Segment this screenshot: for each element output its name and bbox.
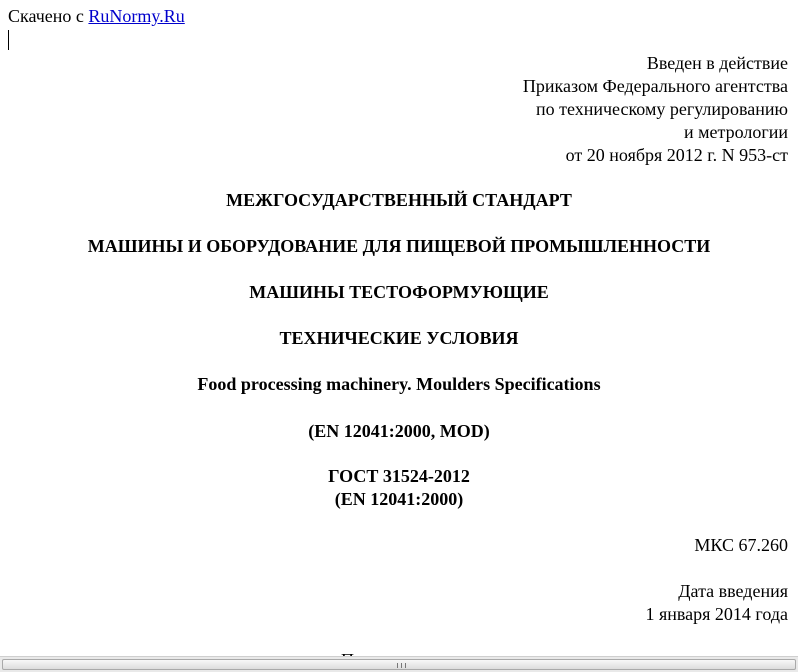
en-reference: (EN 12041:2000, MOD) [308,421,490,441]
standard-type-heading: МЕЖГОСУДАРСТВЕННЫЙ СТАНДАРТ [226,190,572,210]
enactment-line-3: по техническому регулированию [535,99,788,119]
gost-number: ГОСТ 31524-2012 [328,466,470,486]
mks-code: МКС 67.260 [694,535,788,555]
enactment-line-2: Приказом Федерального агентства [522,76,788,96]
moulders-heading: МАШИНЫ ТЕСТОФОРМУЮЩИЕ [249,282,549,302]
introduction-date-label: Дата введения [678,581,788,601]
specifications-heading: ТЕХНИЧЕСКИЕ УСЛОВИЯ [279,328,519,348]
horizontal-scrollbar-thumb[interactable] [2,659,796,670]
enactment-line-4: и метрологии [684,122,788,142]
download-prefix: Скачено с [8,6,84,26]
gost-en-reference: (EN 12041:2000) [334,489,464,509]
english-title: Food processing machinery. Moulders Specifications [197,374,601,394]
scrollbar-grip-icon [397,663,406,668]
introduction-date: 1 января 2014 года [645,604,788,624]
download-source-line [8,5,185,27]
enactment-line-5: от 20 ноября 2012 г. N 953-ст [565,145,788,165]
enactment-line-1: Введен в действие [646,53,788,73]
machinery-heading: МАШИНЫ И ОБОРУДОВАНИЕ ДЛЯ ПИЩЕВОЙ ПРОМЫШЛЕННОСТИ [87,236,711,256]
horizontal-scrollbar[interactable] [0,656,798,672]
text-cursor [8,30,9,50]
runormy-link[interactable]: RuNormy.Ru [88,6,185,26]
